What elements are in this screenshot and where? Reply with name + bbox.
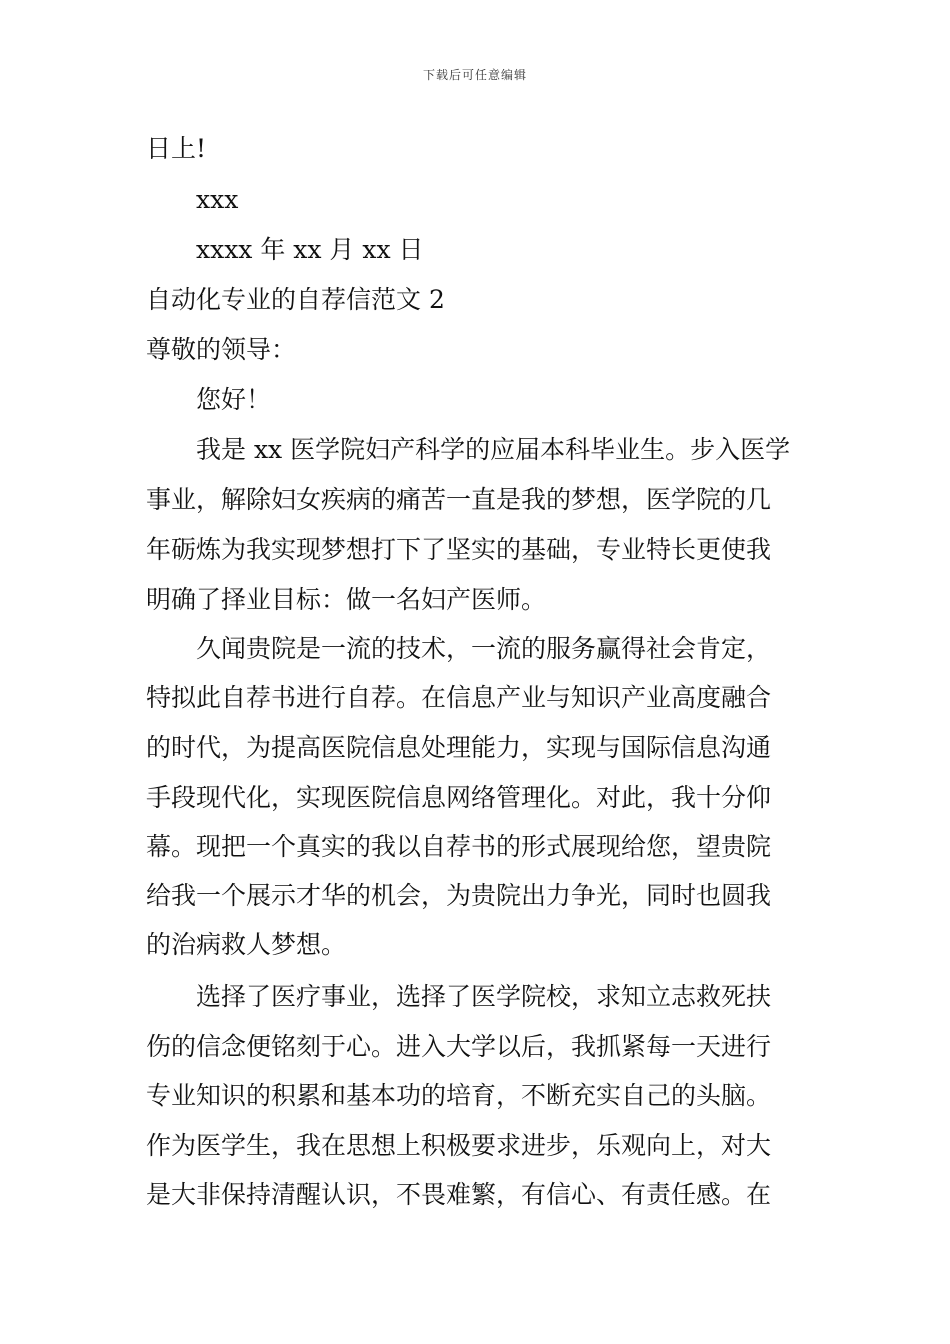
- page-header-note: 下载后可任意编辑: [422, 68, 527, 82]
- paragraph-2-line: 的治病救人梦想。: [146, 930, 347, 959]
- greeting: 您好！: [196, 385, 272, 414]
- paragraph-3-line: 选择了医疗事业，选择了医学院校，求知立志救死扶: [196, 982, 772, 1011]
- paragraph-3-line: 专业知识的积累和基本功的培育，不断充实自己的头脑。: [146, 1081, 772, 1110]
- paragraph-3-line: 伤的信念便铭刻于心。进入大学以后，我抓紧每一天进行: [146, 1032, 772, 1061]
- paragraph-2-line: 的时代，为提高医院信息处理能力，实现与国际信息沟通: [146, 733, 772, 762]
- paragraph-1-line: 我是 xx 医学院妇产科学的应届本科毕业生。步入医学: [196, 435, 791, 464]
- paragraph-2-line: 幕。现把一个真实的我以自荐书的形式展现给您，望贵院: [146, 832, 772, 861]
- paragraph-2-line: 手段现代化，实现医院信息网络管理化。对此，我十分仰: [146, 783, 772, 812]
- salutation: 尊敬的领导：: [146, 335, 297, 364]
- paragraph-3-line: 是大非保持清醒认识，不畏难繁，有信心、有责任感。在: [146, 1180, 772, 1209]
- signature-date: xxxx 年 xx 月 xx 日: [196, 235, 424, 264]
- paragraph-3-line: 作为医学生，我在思想上积极要求进步，乐观向上，对大: [146, 1131, 772, 1160]
- paragraph-2-line: 久闻贵院是一流的技术，一流的服务赢得社会肯定，: [196, 634, 772, 663]
- closing-line: 日上!: [146, 134, 207, 163]
- paragraph-2-line: 特拟此自荐书进行自荐。在信息产业与知识产业高度融合: [146, 683, 772, 712]
- paragraph-1-line: 明确了择业目标：做一名妇产医师。: [146, 585, 547, 614]
- paragraph-2-line: 给我一个展示才华的机会，为贵院出力争光，同时也圆我: [146, 881, 772, 910]
- paragraph-1-line: 年砺炼为我实现梦想打下了坚实的基础，专业特长更使我: [146, 535, 772, 564]
- paragraph-1-line: 事业，解除妇女疾病的痛苦一直是我的梦想，医学院的几: [146, 485, 772, 514]
- signature-name: xxx: [196, 185, 239, 214]
- section-title: 自动化专业的自荐信范文 2: [146, 285, 445, 314]
